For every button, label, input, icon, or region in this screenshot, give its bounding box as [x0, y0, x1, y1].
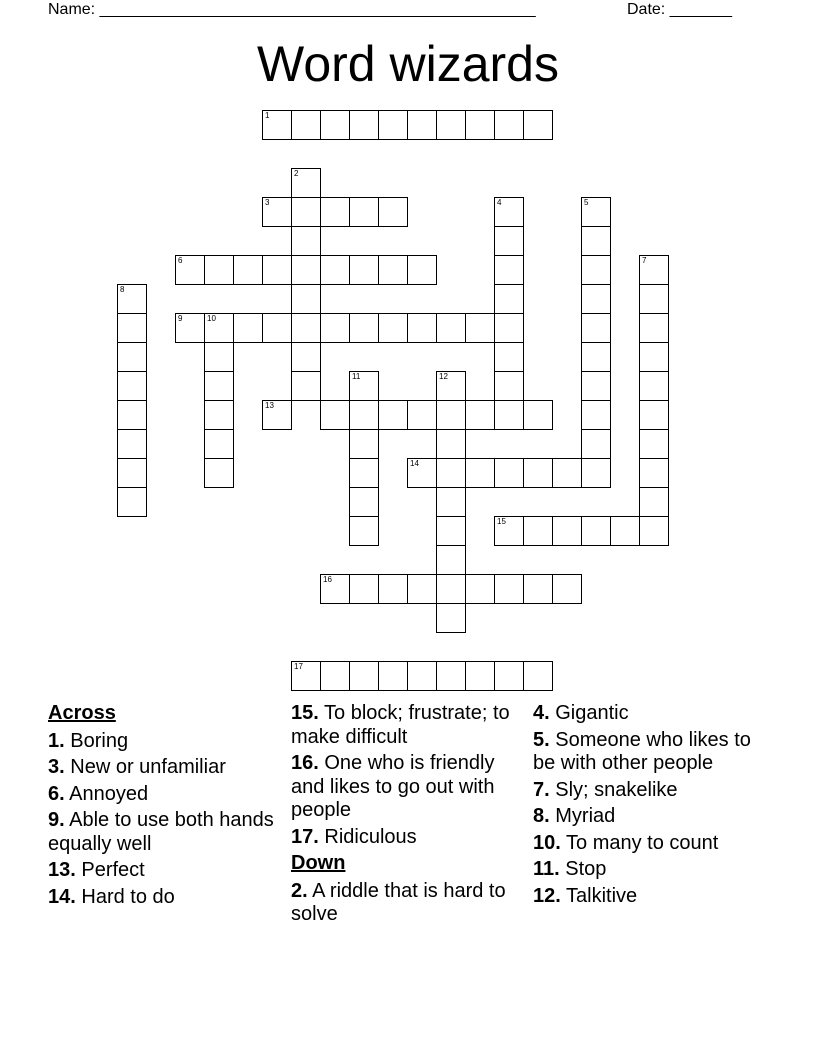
- clue-number: 16.: [291, 752, 319, 774]
- grid-cell[interactable]: [494, 313, 524, 343]
- grid-cell[interactable]: [378, 197, 408, 227]
- clue-number: 9.: [48, 809, 65, 831]
- cell-number: 10: [207, 314, 216, 323]
- grid-cell[interactable]: [349, 197, 379, 227]
- grid-cell[interactable]: [407, 400, 437, 430]
- grid-cell[interactable]: [117, 342, 147, 372]
- grid-cell[interactable]: [494, 342, 524, 372]
- cell-number: 4: [497, 198, 502, 207]
- grid-cell[interactable]: [291, 661, 321, 691]
- grid-cell[interactable]: [581, 284, 611, 314]
- grid-cell[interactable]: [117, 400, 147, 430]
- grid-cell[interactable]: [262, 255, 292, 285]
- date-field-label: Date: _______: [627, 1, 732, 18]
- cell-number: 2: [294, 169, 299, 178]
- grid-cell[interactable]: [436, 661, 466, 691]
- cell-number: 14: [410, 459, 419, 468]
- cell-number: 13: [265, 401, 274, 410]
- clue-number: 12.: [533, 884, 561, 907]
- cell-number: 8: [120, 285, 125, 294]
- grid-cell[interactable]: [262, 110, 292, 140]
- clue-text: Stop: [565, 858, 607, 880]
- grid-cell[interactable]: [436, 545, 466, 575]
- grid-cell[interactable]: [436, 429, 466, 459]
- grid-cell[interactable]: [175, 255, 205, 285]
- clues-column-1: [48, 702, 288, 912]
- grid-cell[interactable]: [436, 487, 466, 517]
- grid-cell[interactable]: [494, 197, 524, 227]
- grid-cell[interactable]: [494, 661, 524, 691]
- grid-cell[interactable]: [407, 110, 437, 140]
- grid-cell[interactable]: [581, 197, 611, 227]
- grid-cell[interactable]: [204, 429, 234, 459]
- clue-text: Ridiculous: [324, 825, 417, 848]
- grid-cell[interactable]: [436, 371, 466, 401]
- grid-cell[interactable]: [436, 603, 466, 633]
- grid-cell[interactable]: [494, 110, 524, 140]
- grid-cell[interactable]: [262, 197, 292, 227]
- grid-cell[interactable]: [291, 313, 321, 343]
- grid-cell[interactable]: [552, 574, 582, 604]
- grid-cell[interactable]: [349, 429, 379, 459]
- clue-number: 6.: [48, 782, 65, 805]
- grid-cell[interactable]: [291, 342, 321, 372]
- grid-cell[interactable]: [639, 458, 669, 488]
- name-field-label: Name: _________________________________________________: [48, 1, 536, 18]
- grid-cell[interactable]: [494, 458, 524, 488]
- grid-cell[interactable]: [407, 661, 437, 691]
- grid-cell[interactable]: [639, 255, 669, 285]
- grid-cell[interactable]: [262, 400, 292, 430]
- grid-cell[interactable]: [349, 110, 379, 140]
- grid-cell[interactable]: [581, 400, 611, 430]
- grid-cell[interactable]: [291, 110, 321, 140]
- grid-cell[interactable]: [581, 458, 611, 488]
- clue-number: 4.: [533, 702, 550, 724]
- grid-cell[interactable]: [407, 255, 437, 285]
- grid-cell[interactable]: [523, 661, 553, 691]
- clue-item: [48, 730, 288, 754]
- grid-cell[interactable]: [175, 313, 205, 343]
- clue-item: [48, 886, 288, 910]
- grid-cell[interactable]: [320, 313, 350, 343]
- grid-cell[interactable]: [639, 516, 669, 546]
- grid-cell[interactable]: [639, 313, 669, 343]
- grid-cell[interactable]: [465, 574, 495, 604]
- clue-text: Sly; snakelike: [555, 778, 678, 801]
- clue-text: Hard to do: [81, 885, 175, 908]
- clue-item: [533, 832, 773, 856]
- grid-cell[interactable]: [436, 400, 466, 430]
- grid-cell[interactable]: [349, 661, 379, 691]
- grid-cell[interactable]: [581, 226, 611, 256]
- grid-cell[interactable]: [320, 400, 350, 430]
- clue-item: [533, 805, 773, 829]
- clue-number: 7.: [533, 778, 550, 801]
- grid-cell[interactable]: [320, 574, 350, 604]
- grid-cell[interactable]: [581, 342, 611, 372]
- clue-item: [48, 756, 288, 780]
- clue-item: [48, 783, 288, 807]
- clue-item: [533, 779, 773, 803]
- clue-item: [533, 858, 773, 882]
- clue-text: Someone who likes to be with other people: [533, 728, 751, 774]
- grid-cell[interactable]: [291, 255, 321, 285]
- clue-number: 15.: [291, 702, 319, 724]
- clue-item: [533, 729, 773, 776]
- grid-cell[interactable]: [465, 400, 495, 430]
- grid-cell[interactable]: [610, 516, 640, 546]
- grid-cell[interactable]: [204, 255, 234, 285]
- grid-cell[interactable]: [494, 574, 524, 604]
- grid-cell[interactable]: [494, 284, 524, 314]
- clue-item: [291, 880, 531, 927]
- grid-cell[interactable]: [320, 110, 350, 140]
- grid-cell[interactable]: [117, 284, 147, 314]
- grid-cell[interactable]: [407, 313, 437, 343]
- clue-number: 8.: [533, 805, 550, 827]
- clues-column-2: [291, 702, 531, 930]
- grid-cell[interactable]: [581, 516, 611, 546]
- clue-text: Perfect: [81, 859, 145, 881]
- grid-cell[interactable]: [465, 458, 495, 488]
- clue-text: Boring: [70, 729, 129, 752]
- grid-cell[interactable]: [262, 313, 292, 343]
- grid-cell[interactable]: [436, 458, 466, 488]
- clue-item: [533, 885, 773, 909]
- grid-cell[interactable]: [117, 487, 147, 517]
- grid-cell[interactable]: [465, 661, 495, 691]
- grid-cell[interactable]: [378, 574, 408, 604]
- clue-item: [291, 702, 531, 749]
- clue-text: Gigantic: [555, 702, 629, 724]
- clue-text: To block; frustrate; to make difficult: [291, 702, 510, 748]
- cell-number: 16: [323, 575, 332, 584]
- clue-text: To many to count: [566, 831, 719, 854]
- grid-cell[interactable]: [465, 110, 495, 140]
- cell-number: 1: [265, 111, 270, 120]
- grid-cell[interactable]: [117, 458, 147, 488]
- grid-cell[interactable]: [117, 371, 147, 401]
- cell-number: 9: [178, 314, 183, 323]
- grid-cell[interactable]: [233, 255, 263, 285]
- grid-cell[interactable]: [378, 661, 408, 691]
- clue-number: 10.: [533, 831, 561, 854]
- clue-heading: Across: [48, 702, 116, 724]
- clue-number: 3.: [48, 756, 65, 778]
- grid-cell[interactable]: [349, 371, 379, 401]
- grid-cell[interactable]: [639, 400, 669, 430]
- grid-cell[interactable]: [291, 226, 321, 256]
- grid-cell[interactable]: [436, 516, 466, 546]
- grid-cell[interactable]: [291, 168, 321, 198]
- grid-cell[interactable]: [581, 429, 611, 459]
- grid-cell[interactable]: [204, 400, 234, 430]
- grid-cell[interactable]: [523, 400, 553, 430]
- grid-cell[interactable]: [523, 110, 553, 140]
- grid-cell[interactable]: [407, 458, 437, 488]
- clue-item: [291, 752, 531, 823]
- grid-cell[interactable]: [117, 313, 147, 343]
- clue-item: [48, 809, 288, 856]
- clue-text: Able to use both hands equally well: [48, 809, 274, 855]
- grid-cell[interactable]: [233, 313, 263, 343]
- clue-heading: Down: [291, 852, 346, 874]
- page-title: Word wizards: [257, 36, 559, 92]
- cell-number: 5: [584, 198, 589, 207]
- clue-text: New or unfamiliar: [70, 756, 226, 778]
- clue-item: [533, 702, 773, 726]
- cell-number: 15: [497, 517, 506, 526]
- grid-cell[interactable]: [436, 313, 466, 343]
- grid-cell[interactable]: [639, 487, 669, 517]
- clue-number: 5.: [533, 728, 550, 751]
- grid-cell[interactable]: [552, 516, 582, 546]
- grid-cell[interactable]: [204, 342, 234, 372]
- clue-number: 13.: [48, 859, 76, 881]
- cell-number: 7: [642, 256, 647, 265]
- grid-cell[interactable]: [349, 487, 379, 517]
- grid-cell[interactable]: [320, 255, 350, 285]
- grid-cell[interactable]: [204, 458, 234, 488]
- grid-cell[interactable]: [494, 255, 524, 285]
- cell-number: 12: [439, 372, 448, 381]
- grid-cell[interactable]: [349, 255, 379, 285]
- grid-cell[interactable]: [349, 574, 379, 604]
- grid-cell[interactable]: [291, 284, 321, 314]
- clue-text: Talkitive: [566, 884, 638, 907]
- clue-text: Myriad: [555, 805, 616, 827]
- grid-cell[interactable]: [523, 516, 553, 546]
- grid-cell[interactable]: [378, 313, 408, 343]
- clue-number: 11.: [533, 858, 560, 880]
- clue-item: [48, 859, 288, 883]
- grid-cell[interactable]: [436, 110, 466, 140]
- grid-cell[interactable]: [117, 429, 147, 459]
- grid-cell[interactable]: [378, 110, 408, 140]
- grid-cell[interactable]: [204, 371, 234, 401]
- clue-number: 2.: [291, 879, 308, 902]
- clue-number: 17.: [291, 825, 319, 848]
- grid-cell[interactable]: [291, 197, 321, 227]
- cell-number: 3: [265, 198, 270, 207]
- cell-number: 6: [178, 256, 183, 265]
- clue-text: A riddle that is hard to solve: [291, 879, 506, 925]
- grid-cell[interactable]: [494, 400, 524, 430]
- grid-cell[interactable]: [639, 371, 669, 401]
- grid-cell[interactable]: [436, 574, 466, 604]
- grid-cell[interactable]: [204, 313, 234, 343]
- grid-cell[interactable]: [349, 458, 379, 488]
- grid-cell[interactable]: [552, 458, 582, 488]
- grid-cell[interactable]: [378, 255, 408, 285]
- grid-cell[interactable]: [349, 313, 379, 343]
- grid-cell[interactable]: [523, 574, 553, 604]
- grid-cell[interactable]: [639, 429, 669, 459]
- clue-number: 14.: [48, 885, 76, 908]
- clue-text: Annoyed: [69, 782, 149, 805]
- cell-number: 11: [352, 372, 361, 381]
- grid-cell[interactable]: [494, 516, 524, 546]
- grid-cell[interactable]: [581, 313, 611, 343]
- grid-cell[interactable]: [581, 371, 611, 401]
- grid-cell[interactable]: [291, 371, 321, 401]
- grid-cell[interactable]: [407, 574, 437, 604]
- grid-cell[interactable]: [639, 284, 669, 314]
- grid-cell[interactable]: [349, 516, 379, 546]
- cell-number: 17: [294, 662, 303, 671]
- clue-item: [291, 826, 531, 850]
- grid-cell[interactable]: [378, 400, 408, 430]
- grid-cell[interactable]: [523, 458, 553, 488]
- grid-cell[interactable]: [320, 661, 350, 691]
- grid-cell[interactable]: [581, 255, 611, 285]
- grid-cell[interactable]: [320, 197, 350, 227]
- grid-cell[interactable]: [494, 371, 524, 401]
- clues-column-3: [533, 702, 773, 911]
- grid-cell[interactable]: [639, 342, 669, 372]
- grid-cell[interactable]: [349, 400, 379, 430]
- grid-cell[interactable]: [494, 226, 524, 256]
- clue-number: 1.: [48, 729, 65, 752]
- grid-cell[interactable]: [465, 313, 495, 343]
- clue-text: One who is friendly and likes to go out with people: [291, 752, 495, 821]
